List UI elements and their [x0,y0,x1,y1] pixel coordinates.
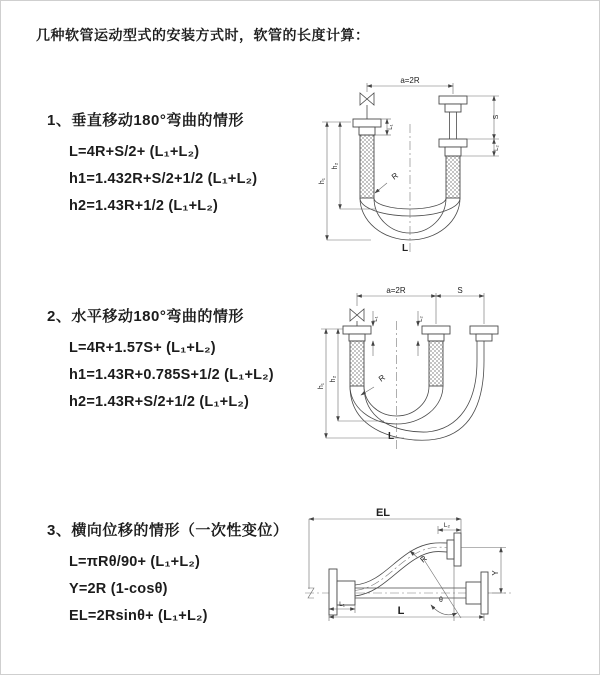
left-flange [353,119,381,135]
valve-icon [350,309,364,326]
formula-l: L=4R+S/2+ (L₁+L₂) [69,144,200,160]
formula-h2: h2=1.43R+1/2 (L₁+L₂) [69,198,219,214]
dim-l1-label: L₁ [339,601,345,608]
dim-l-label: L [397,605,405,617]
braid-section [360,135,374,198]
dim-h2-label: h₂ [332,162,339,170]
dim-l2-label: L₂ [443,522,451,529]
dim-y-label: Y [491,570,500,576]
right-flange-displaced-position [470,326,498,341]
left-flange [329,569,355,615]
section-lateral-displacement [47,519,288,630]
dim-h1-label: h₁ [319,177,326,185]
radius-r-label: R [376,372,387,384]
left-flange [343,326,371,341]
formula-y: Y=2R (1-cosθ) [69,581,168,597]
dim-s-label: S [457,286,463,295]
dim-a2r-label: a=2R [386,286,406,295]
radius-r-label: R [418,553,429,565]
section-3-heading: 3、横向位移的情形（一次性变位） [47,522,289,539]
formula-h2: h2=1.43R+S/2+1/2 (L₁+L₂) [69,394,250,410]
braid-section [446,156,460,198]
dim-l1-label: L₁ [388,124,394,130]
dim-l1-label: L₁ [373,316,379,322]
formula-l: L=4R+1.57S+ (L₁+L₂) [69,340,216,356]
length-l-label: L [401,243,409,254]
dim-h2-label: h₂ [330,375,337,383]
right-flange-lower-position [439,139,467,156]
diagram-vertical-movement-180-bend [311,66,600,261]
dim-el-label: EL [375,507,391,519]
diagram-horizontal-movement-180-bend [309,281,600,456]
hose-bend-curves [350,361,484,440]
radius-r-label: R [389,170,400,182]
formula-h1: h1=1.432R+S/2+1/2 (L₁+L₂) [69,171,258,187]
braid-section [429,341,443,386]
length-l-label: L [387,431,395,442]
section-vertical-movement [47,109,257,220]
diagram-lateral-displacement [301,503,600,653]
dim-l2-label: L₂ [494,145,500,151]
dim-h1-label: h₁ [318,382,325,390]
formula-l: L=πRθ/90+ (L₁+L₂) [69,554,201,570]
braid-section [350,341,364,386]
formula-h1: h1=1.43R+0.785S+1/2 (L₁+L₂) [69,367,274,383]
upper-flange-displaced [447,533,461,566]
angle-theta-label: θ [439,597,443,604]
dim-s-label: S [493,114,500,120]
dim-a2r-label: a=2R [400,76,420,85]
section-1-heading: 1、垂直移动180°弯曲的情形 [47,112,244,129]
section-2-heading: 2、水平移动180°弯曲的情形 [47,308,244,325]
formula-el: EL=2Rsinθ+ (L₁+L₂) [69,608,208,624]
middle-flange-original-position [422,326,450,341]
right-flange-upper-position [439,96,467,112]
section-horizontal-movement [47,305,274,416]
dim-l2-label: L₂ [418,316,424,322]
valve-icon [360,93,374,119]
page-title: 几种软管运动型式的安装方式时，软管的长度计算： [36,27,370,43]
